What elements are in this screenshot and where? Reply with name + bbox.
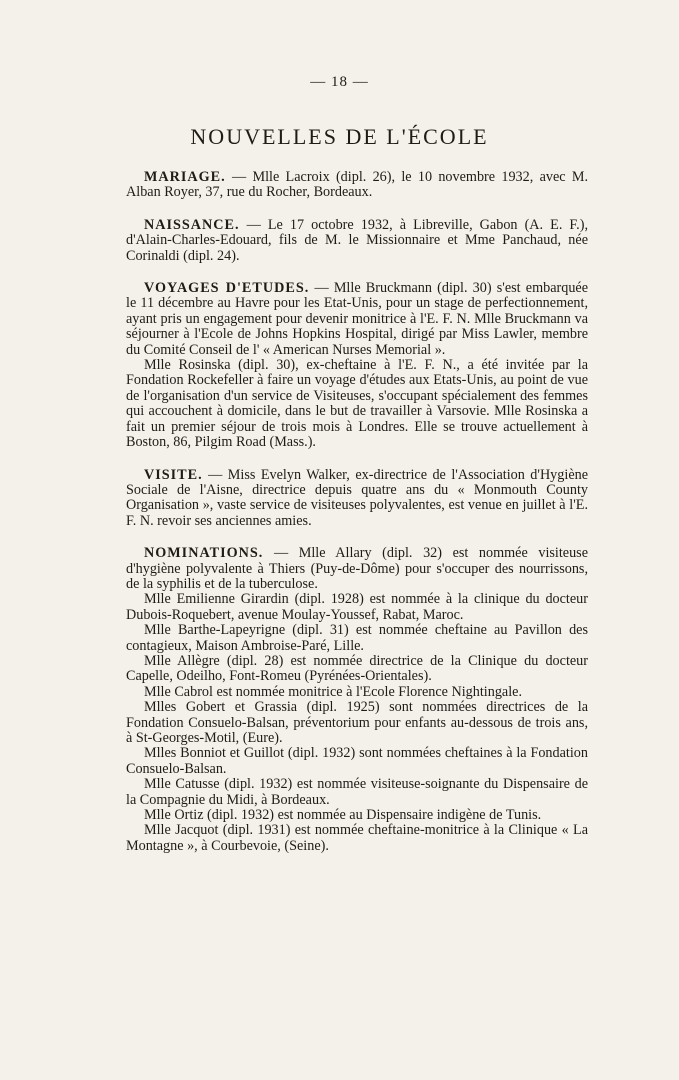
paragraph: Mlle Allègre (dipl. 28) est nommée directrice de la Clinique du docteur Capelle, Odeilho, Font-Romeu (Pyrénées-Orientales). xyxy=(126,652,588,685)
section-heading: MARIAGE. xyxy=(144,169,226,185)
section-voyages xyxy=(126,281,588,450)
section-visite xyxy=(126,468,588,530)
paragraph: Mlles Bonniot et Guillot (dipl. 1932) sont nommées cheftaines à la Fondation Consuelo-Balsan. xyxy=(126,745,588,777)
section-heading: NOMINATIONS. xyxy=(144,545,264,562)
paragraph xyxy=(126,281,588,358)
paragraph-text: — Mlle Lacroix (dipl. 26), le 10 novembre 1932, avec M. Alban Royer, 37, rue du Rocher, Bordeaux. xyxy=(126,169,589,201)
paragraph: Mlle Barthe-Lapeyrigne (dipl. 31) est nommée cheftaine au Pavillon des contagieux, Maison Ambroise-Paré, Lille. xyxy=(126,622,588,654)
page-title: NOUVELLES DE L'ÉCOLE xyxy=(190,124,489,149)
paragraph xyxy=(126,468,588,530)
section-nominations xyxy=(126,546,588,854)
section-heading: VISITE. xyxy=(144,466,203,483)
paragraph: Mlles Gobert et Grassia (dipl. 1925) sont nommées directrices de la Fondation Consuelo-Balsan, préventorium pour enfants au-dessous de trois ans, à St-Georges-Motil, (Eure). xyxy=(126,699,588,746)
paragraph: Mlle Cabrol est nommée monitrice à l'Ecole Florence Nightingale. xyxy=(144,683,523,700)
paragraph-text: — Mlle Allary (dipl. 32) est nommée visiteuse d'hygiène polyvalente à Thiers (Puy-de-Dôme) pour s'occuper des nourrissons, de la syphilis et de la tuberculose. xyxy=(126,545,588,592)
paragraph xyxy=(126,218,588,264)
section-heading: VOYAGES D'ETUDES. xyxy=(144,280,310,297)
paragraph: Mlle Jacquot (dipl. 1931) est nommée cheftaine-monitrice à la Clinique « La Montagne », à Courbevoie, (Seine). xyxy=(126,822,588,854)
paragraph xyxy=(126,546,588,592)
section-mariage xyxy=(126,170,588,201)
section-heading: NAISSANCE. xyxy=(144,216,240,233)
paragraph: Mlle Emilienne Girardin (dipl. 1928) est nommée à la clinique du docteur Dubois-Roquebert, avenue Moulay-Youssef, Rabat, Maroc. xyxy=(126,591,588,623)
page-number: — 18 — xyxy=(310,74,369,90)
paragraph: Mlle Ortiz (dipl. 1932) est nommée au Dispensaire indigène de Tunis. xyxy=(144,807,542,824)
paragraph: Mlle Catusse (dipl. 1932) est nommée visiteuse-soignante du Dispensaire de la Compagnie du Midi, à Bordeaux. xyxy=(126,776,588,808)
article-body xyxy=(126,170,588,871)
paragraph-text: — Mlle Bruckmann (dipl. 30) s'est embarquée le 11 décembre au Havre pour les Etat-Unis, pour un stage de perfectionnement, ayant pris un engagement pour devenir monitrice à l'E. F. N. Mlle Bruckmann va séjourner à l'Ecole de Johns Hopkins Hospital, dirigé par Miss Lawler, membre du Comité Conseil de l' « American Nurses Memorial ». xyxy=(126,280,589,358)
paragraph: Mlle Rosinska (dipl. 30), ex-cheftaine à l'E. F. N., a été invitée par la Fondation Rockefeller à faire un voyage d'études aux Etats-Unis, au point de vue de l'organisation d'un service de Visiteuses, s'occupant spécialement des femmes qui accouchent à domicile, dans le but de travailler à Varsovie. Mlle Rosinska a fait un premier séjour de trois mois à Londres. Elle se trouve actuellement à Boston, 86, Pilgim Road (Mass.). xyxy=(126,357,588,451)
paragraph xyxy=(126,170,588,201)
paragraph-text: — Miss Evelyn Walker, ex-directrice de l'Association d'Hygiène Sociale de l'Aisne, directrice depuis quatre ans du « Monmouth County Organisation », vaste service de visiteuses polyvalentes, est venue en juillet à l'E. F. N. revoir ses anciennes amies. xyxy=(126,466,589,529)
paragraph-text: — Le 17 octobre 1932, à Libreville, Gabon (A. E. F.), d'Alain-Charles-Edouard, fils de M. le Missionnaire et Mme Panchaud, née Corinaldi (dipl. 24). xyxy=(126,216,589,264)
section-naissance xyxy=(126,218,588,264)
